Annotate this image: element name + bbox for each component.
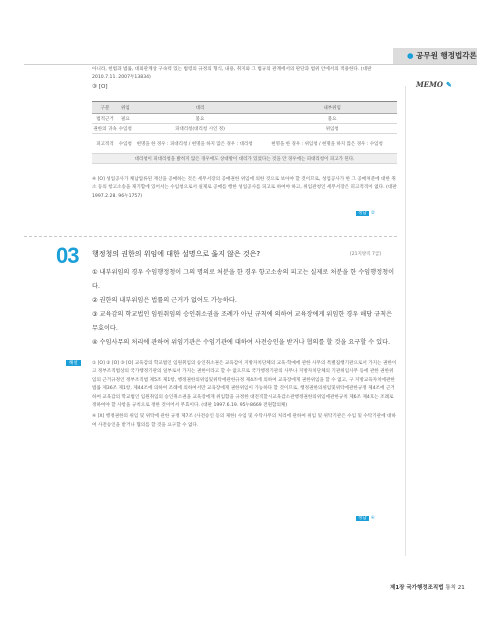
table-cell: 불요 (267, 114, 397, 124)
table-cell: 법적근거 (92, 114, 118, 124)
option-1: ① 내부위임의 경우 수임행정청이 그의 명의로 처분을 한 경우 항고소송의 피고는 실제로 처분을 한 수임행정청이다. (92, 269, 395, 290)
memo-label (416, 80, 452, 89)
footer-subtitle: 통칙 (445, 585, 456, 591)
question-number: 03 (56, 243, 79, 268)
table-cell: 권한의 귀속 (92, 124, 118, 134)
table-row (92, 124, 397, 134)
bullet-icon: ● (407, 51, 417, 60)
table-cell: 피고적격 (92, 134, 118, 154)
table-header: 위임 (118, 102, 133, 114)
top-paragraph: 아니라, 헌법과 법률, 대외관계상 구속력 있는 법령의 규정의 형식, 내용, 취지와 그 법규의 관계에서의 판단과 범위 안에서의 적용한다. (대판 2010.7.11. 2007두13834) (92, 67, 372, 81)
section-tab (393, 48, 477, 64)
table-header: 대리 (133, 102, 268, 114)
memo-divider (405, 86, 406, 556)
question-options (92, 266, 397, 350)
question-title: 행정청의 권한의 위임에 대한 설명으로 옳지 않은 것은? (92, 250, 261, 258)
explanation-tag: 해설 (66, 360, 81, 366)
table-header: 구분 (92, 102, 118, 114)
item-3-label: ③ [O] (92, 84, 108, 90)
table-header-row (92, 102, 397, 114)
option-2: ② 권한의 내부위임은 법률의 근거가 없어도 가능하다. (92, 297, 237, 304)
table-cell: 현명을 한 경우 : 위임청 / 현명을 하지 않은 경우 : 수임청 (267, 134, 397, 154)
table-cell: 현명을 한 경우 : 피대리청 / 현명을 하지 않은 경우 : 대리청 (133, 134, 268, 154)
header-rule (24, 64, 477, 65)
question-source: [21지방직 7급] (350, 252, 381, 257)
table-cell: 불요 (133, 114, 268, 124)
explanation (92, 360, 397, 430)
table-cell: 필요 (118, 114, 133, 124)
option-4: ④ 수임사무의 처리에 관하여 위임기관은 수임기관에 대하여 사전승인을 받거나 협의를 할 것을 요구할 수 있다. (92, 339, 391, 346)
table-row (92, 134, 397, 154)
table-cell: 수임청 (118, 134, 133, 154)
section-label: 공무원 행정법각론 (416, 51, 477, 60)
table-footnote: 대리청이 피대리청을 밝히지 않은 경우에도 상대방이 대리가 있었다는 것을 안 경우에는 피대리청이 피고가 된다. (92, 154, 397, 164)
item-4-paragraph: ④ [O] 성업공사가 체납압류된 재산을 공매하는 것은 세무서장의 공매권한 위임에 의한 것으로 보아야 할 것이므로, 성업공사가 한 그 공매처분에 대한 취소 등의 항고소송을 제기함에 있어서는 수임청으로서 실제로 공매를 행한 성업공사를 피고로 하여야 하고, 위임관청인 세무서장은 피고적격이 없다. (대판 1997.2.28. 96누1757) (92, 177, 397, 199)
answer-tag: 정답 (358, 211, 367, 216)
table-row (92, 114, 397, 124)
pencil-icon: ✎ (445, 80, 452, 89)
answer-2 (356, 515, 375, 521)
memo-text: MEMO (416, 80, 443, 89)
explanation-paragraph-2: ④ [X] 행정권한의 위임 및 위탁에 관한 규정 제7조 (사전승인 등의 제한) 수임 및 수탁사무의 처리에 관하여 위임 및 위탁기관은 수임 및 수탁기관에 대하여 사전승인을 받거나 협의를 할 것을 요구할 수 없다. (92, 414, 396, 428)
answer-1 (356, 210, 375, 216)
table-header: 내부위임 (267, 102, 397, 114)
answer-value: ② (370, 211, 375, 216)
answer-tag: 정답 (358, 516, 367, 521)
page-number: 21 (457, 585, 465, 591)
table-footnote-row (92, 154, 397, 164)
answer-value: ④ (370, 516, 375, 521)
table-cell: 피대리청(대리청 시인 정) (133, 124, 268, 134)
table-cell: 위임청 (267, 124, 397, 134)
delegation-comparison-table (92, 101, 397, 164)
page-footer (390, 583, 465, 591)
question-divider (24, 236, 397, 237)
table-cell: 수임청 (118, 124, 133, 134)
footer-chapter: 제1장 국가행정조직법 (390, 585, 444, 591)
explanation-paragraph-1: ① [O] ② [O] ③ [O] 교육감의 학교법인 임원취임의 승인취소권은 교육감이 지방자치단체의 교육·학예에 관한 사무의 특별집행기관으로서 가지는 권한이고 정부조직법상의 국가행정기관의 일부로서 가지는 권한이라고 할 수 없으므로 국가행정기관의 사무나 지방자치단체의 기관위임사무 등에 관한 권한위임의 근거규정인 정부조직법 제5조 제1항, 행정권한의위임및위탁에관한규정 제4조에 의하여 교육장에게 권한위임을 할 수 없고, 구 지방교육자치에관한법률 제36조 제1항, 제44조에 의하여 조례에 의하여서만 교육장에게 권한위임이 가능하다 할 것이므로, 행정권한의위임및위탁에관한규정 제4조에 근거하여 교육감의 학교법인 임원취임의 승인취소권을 교육장에게 위임함을 규정한 대전직할시교육감소관행정권한의위임에관한규칙 제6조 제4호는 조례로 정하여야 할 사항을 규칙으로 정한 것이어서 무효이다. (대판 1997.6.19. 95누8669 전원합의체) (92, 361, 397, 409)
option-3: ③ 교육감의 학교법인 임원취임의 승인취소권을 조례가 아닌 규칙에 의하여 교육장에게 위임한 경우 해당 규칙은 무효이다. (92, 311, 393, 332)
